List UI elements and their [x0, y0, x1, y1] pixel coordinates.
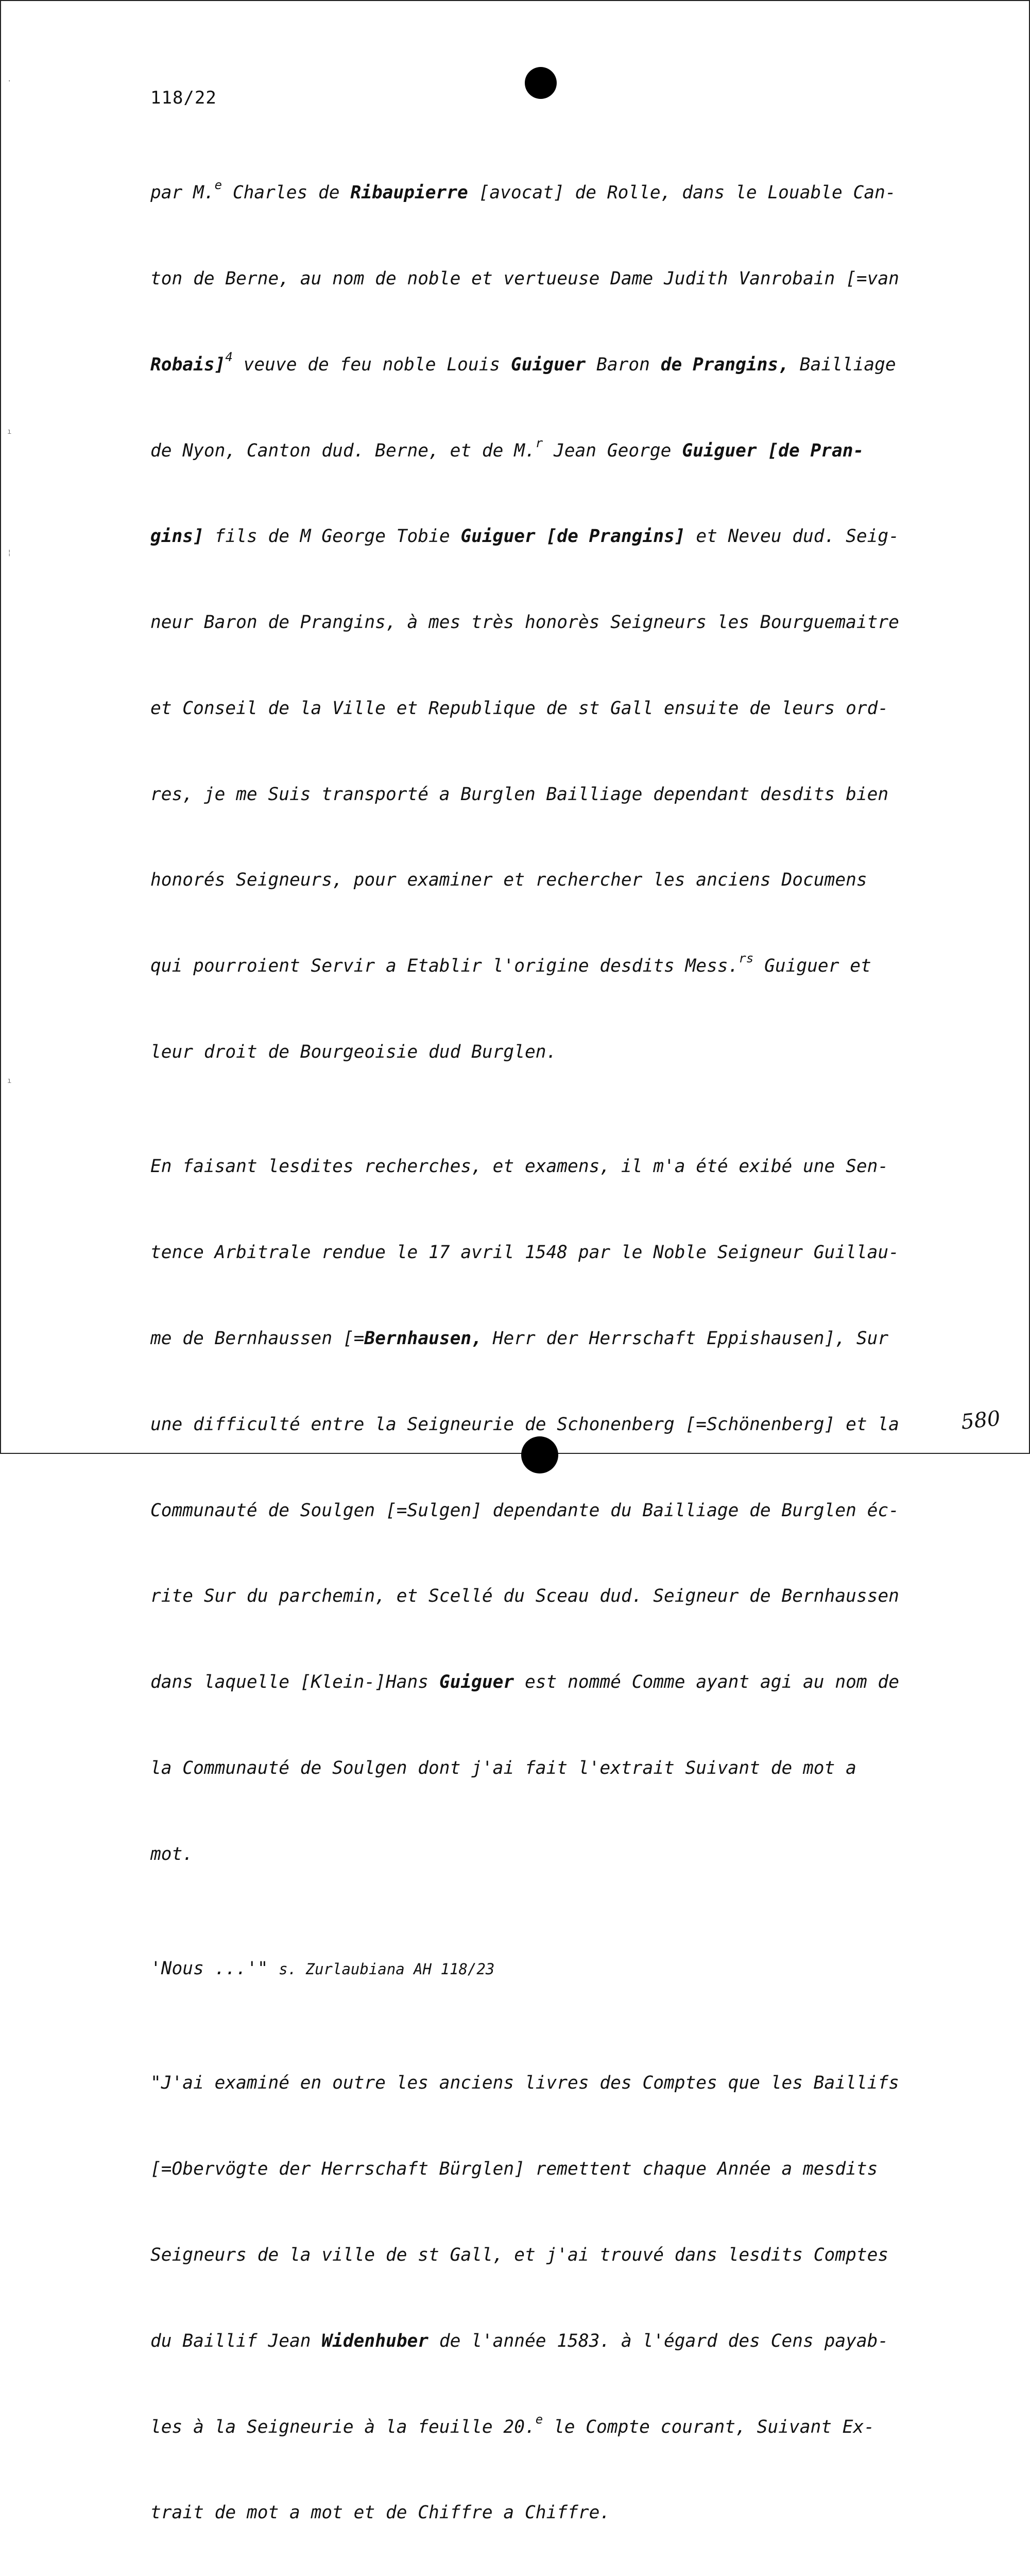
text-line: honorés Seigneurs, pour examiner et rechercher les anciens Documens	[150, 870, 867, 891]
text-line: Communauté de Soulgen [=Sulgen] dependante du Bailliage de Burglen éc-	[150, 1500, 899, 1521]
edge-mark: ¦	[7, 549, 12, 557]
document-body	[150, 122, 943, 2576]
text-line: une difficulté entre la Seigneurie de Schonenberg [=Schönenberg] et la	[150, 1414, 899, 1435]
source-reference: 'Nous ...'" s. Zurlaubiana AH 118/23	[150, 1958, 495, 1979]
edge-mark: ı	[7, 1077, 12, 1085]
text-line: et Conseil de la Ville et Republique de st Gall ensuite de leurs ord-	[150, 698, 889, 719]
text-line: trait de mot a mot et de Chiffre a Chiffre.	[150, 2502, 611, 2523]
text-line: res, je me Suis transporté a Burglen Bailliage dependant desdits bien	[150, 784, 889, 805]
text-line: rite Sur du parchemin, et Scellé du Sceau dud. Seigneur de Bernhaussen	[150, 1586, 899, 1607]
text-line: de Nyon, Canton dud. Berne, et de M.$^r$ Jean George Guiguer [de Pran-	[150, 435, 864, 461]
text-line: du Baillif Jean Widenhuber de l'année 1583. à l'égard des Cens payab-	[150, 2330, 889, 2351]
edge-mark: ı	[7, 428, 12, 436]
text-line: par M.$^e$ Charles de Ribaupierre [avocat] de Rolle, dans le Louable Can-	[150, 178, 896, 204]
text-line: ton de Berne, au nom de noble et vertueuse Dame Judith Vanrobain [=van	[150, 268, 899, 289]
text-line: [=Obervögte der Herrschaft Bürglen] remettent chaque Année a mesdits	[150, 2159, 878, 2180]
text-line: leur droit de Bourgeoisie dud Burglen.	[150, 1042, 557, 1062]
text-line: Robais]$^4$ veuve de feu noble Louis Guiguer Baron de Prangins, Bailliage	[150, 349, 896, 375]
edge-mark: ·	[7, 77, 12, 86]
text-line: dans laquelle [Klein-]Hans Guiguer est nommé Comme ayant agi au nom de	[150, 1672, 899, 1693]
page-reference: 118/22	[150, 88, 217, 108]
text-line: neur Baron de Prangins, à mes très honorès Seigneurs les Bourguemaitre	[150, 612, 899, 633]
text-line: la Communauté de Soulgen dont j'ai fait l'extrait Suivant de mot a	[150, 1757, 856, 1778]
text-line: "J'ai examiné en outre les anciens livres des Comptes que les Baillifs	[150, 2073, 899, 2094]
text-line: me de Bernhaussen [=Bernhausen, Herr der Herrschaft Eppishausen], Sur	[150, 1328, 889, 1349]
text-line: les à la Seigneurie à la feuille 20.$^e$ le Compte courant, Suivant Ex-	[150, 2412, 875, 2437]
handwritten-page-number: 580	[959, 1406, 1002, 1434]
text-line: En faisant lesdites recherches, et examens, il m'a été exibé une Sen-	[150, 1156, 889, 1177]
text-line: gins] fils de M George Tobie Guiguer [de Prangins] et Neveu dud. Seig-	[150, 526, 899, 547]
text-line: mot.	[150, 1843, 194, 1865]
text-line: qui pourroient Servir a Etablir l'origine desdits Mess.$^{rs}$ Guiguer et	[150, 951, 871, 977]
punch-hole-top	[525, 67, 557, 99]
text-line: tence Arbitrale rendue le 17 avril 1548 par le Noble Seigneur Guillau-	[150, 1242, 899, 1263]
text-line: Seigneurs de la ville de st Gall, et j'ai trouvé dans lesdits Comptes	[150, 2244, 889, 2265]
